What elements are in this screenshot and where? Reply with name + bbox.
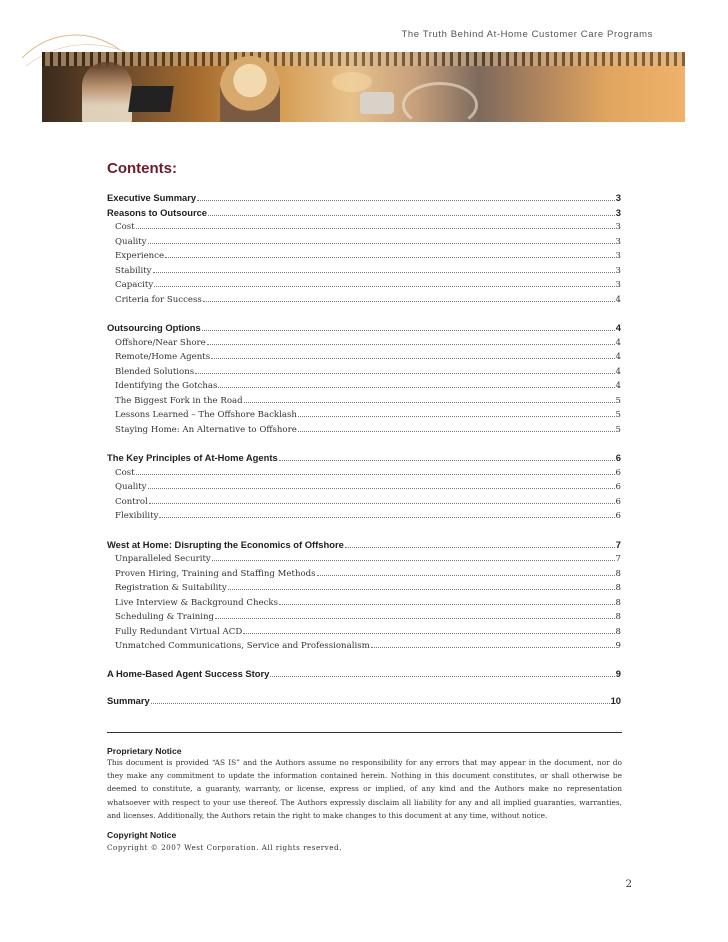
toc-subsection-entry[interactable]: [107, 596, 621, 611]
toc-section-entry[interactable]: [107, 694, 621, 709]
lamp-glow-graphic: [332, 72, 372, 92]
toc-entry-label: Live Interview & Background Checks: [115, 597, 279, 608]
toc-dot-leader: [195, 373, 614, 374]
toc-entry-label: Blended Solutions: [115, 366, 195, 377]
toc-entry-label: Summary: [107, 695, 150, 706]
toc-subsection-entry[interactable]: [107, 365, 621, 380]
toc-entry-label: Flexibility: [115, 511, 159, 521]
toc-section-entry[interactable]: [107, 321, 621, 336]
toc-entry-page: 5: [615, 424, 621, 435]
toc-entry-label: Registration & Suitability: [115, 583, 227, 593]
toc-dot-leader: [279, 604, 614, 605]
toc-dot-leader: [211, 358, 614, 359]
toc-entry-page: 8: [615, 612, 621, 622]
telephone-graphic: [360, 92, 394, 114]
toc-dot-leader: [148, 488, 615, 489]
toc-entry-page: 3: [615, 251, 621, 261]
toc-subsection-entry[interactable]: [107, 495, 621, 510]
toc-entry-label: Fully Redundant Virtual ACD: [115, 626, 243, 637]
toc-entry-page: 3: [615, 280, 621, 290]
toc-entry-label: Remote/Home Agents: [115, 352, 211, 362]
toc-subsection-entry[interactable]: [107, 610, 621, 625]
toc-dot-leader: [208, 215, 615, 216]
toc-subsection-entry[interactable]: [107, 264, 621, 279]
toc-subsection-entry[interactable]: [107, 235, 621, 250]
copyright-notice-heading: Copyright Notice: [107, 830, 177, 840]
toc-entry-label: A Home-Based Agent Success Story: [107, 667, 270, 679]
toc-entry-label: Reasons to Outsource: [107, 206, 208, 218]
toc-entry-label: The Key Principles of At-Home Agents: [107, 452, 278, 463]
toc-entry-label: Scheduling & Training: [115, 612, 215, 622]
toc-entry-page: 4: [615, 294, 621, 305]
proprietary-notice-heading: Proprietary Notice: [107, 746, 182, 756]
toc-entry-page: 6: [615, 511, 621, 521]
table-of-contents: [107, 191, 621, 709]
toc-dot-leader: [136, 474, 615, 475]
agent-on-phone-figure: [220, 56, 280, 122]
toc-section-entry[interactable]: [107, 451, 621, 466]
toc-dot-leader: [228, 589, 615, 590]
window-blinds-graphic: [42, 52, 685, 66]
toc-dot-leader: [159, 517, 614, 518]
toc-dot-leader: [218, 387, 614, 388]
toc-entry-page: 3: [615, 265, 621, 276]
header-photo-banner: [42, 52, 685, 122]
toc-entry-label: Cost: [115, 222, 135, 232]
toc-entry-page: 8: [615, 597, 621, 608]
toc-subsection-entry[interactable]: [107, 394, 621, 409]
toc-entry-page: 8: [615, 583, 621, 593]
toc-entry-label: Staying Home: An Alternative to Offshore: [115, 424, 297, 435]
toc-dot-leader: [207, 344, 615, 345]
toc-entry-label: Cost: [115, 467, 135, 478]
toc-section-entry[interactable]: [107, 538, 621, 553]
toc-entry-page: 8: [615, 568, 621, 579]
toc-dot-leader: [197, 200, 615, 201]
toc-subsection-entry[interactable]: [107, 350, 621, 365]
toc-dot-leader: [212, 560, 615, 561]
toc-entry-page: 5: [615, 395, 621, 406]
copyright-text: Copyright © 2007 West Corporation. All rights reserved.: [107, 843, 342, 852]
toc-entry-label: Quality: [115, 482, 147, 492]
toc-entry-page: 3: [615, 236, 621, 247]
toc-entry-label: Criteria for Success: [115, 294, 202, 305]
laptop-graphic: [128, 86, 174, 112]
toc-subsection-entry[interactable]: [107, 408, 621, 423]
toc-section-entry[interactable]: [107, 191, 621, 206]
toc-dot-leader: [148, 243, 615, 244]
toc-entry-page: 7: [615, 538, 621, 550]
toc-entry-page: 6: [615, 496, 621, 507]
toc-entry-label: West at Home: Disrupting the Economics of Offshore: [107, 538, 344, 550]
toc-dot-leader: [151, 703, 610, 704]
toc-subsection-entry[interactable]: [107, 220, 621, 235]
toc-dot-leader: [154, 286, 614, 287]
toc-dot-leader: [317, 575, 615, 576]
toc-entry-page: 7: [615, 554, 621, 564]
toc-entry-page: 4: [615, 322, 621, 333]
toc-entry-page: 6: [615, 467, 621, 478]
toc-entry-label: Unmatched Communications, Service and Professionalism: [115, 641, 370, 651]
toc-entry-label: Quality: [115, 236, 147, 247]
toc-entry-page: 4: [615, 352, 621, 362]
toc-dot-leader: [279, 460, 615, 461]
toc-entry-label: The Biggest Fork in the Road: [115, 395, 243, 406]
toc-entry-page: 8: [615, 626, 621, 637]
proprietary-notice-text: This document is provided “AS IS” and the Authors assume no responsibility for any errors that may appear in the document, nor do they make any commitment to update the information contained herein. Nothing in this document constitutes, or shall otherwise be deemed to constitute, a guaranty, warranty, or license, express or implied, of any kind and the Authors make no representation whatsoever with respect to your use thereof. The Authors expressly disclaim all liability for any and all implied guaranties, warranties, and licenses. Additionally, the Authors retain the right to make changes to this document at any time, without notice.: [107, 758, 622, 820]
toc-spacer: [107, 654, 621, 667]
toc-entry-page: 3: [615, 206, 621, 218]
toc-entry-label: Outsourcing Options: [107, 322, 201, 333]
toc-dot-leader: [298, 416, 615, 417]
toc-entry-page: 4: [615, 366, 621, 377]
toc-spacer: [107, 437, 621, 451]
toc-entry-page: 10: [610, 695, 621, 706]
toc-subsection-entry[interactable]: [107, 581, 621, 596]
toc-entry-page: 6: [615, 452, 621, 463]
toc-subsection-entry[interactable]: [107, 293, 621, 308]
toc-spacer: [107, 681, 621, 694]
toc-entry-label: Proven Hiring, Training and Staffing Methods: [115, 568, 316, 579]
toc-subsection-entry[interactable]: [107, 480, 621, 495]
running-header-title: The Truth Behind At-Home Customer Care Programs: [401, 29, 653, 40]
toc-dot-leader: [149, 503, 615, 504]
page-number: 2: [625, 879, 632, 890]
contents-heading: Contents:: [107, 160, 177, 177]
toc-entry-label: Executive Summary: [107, 192, 197, 203]
toc-section-entry[interactable]: [107, 206, 621, 221]
toc-dot-leader: [270, 676, 614, 677]
toc-dot-leader: [298, 431, 615, 432]
toc-entry-label: Offshore/Near Shore: [115, 337, 206, 348]
toc-dot-leader: [202, 330, 615, 331]
toc-entry-page: 9: [615, 667, 621, 679]
toc-entry-page: 3: [615, 192, 621, 203]
toc-entry-label: Capacity: [115, 280, 154, 290]
toc-entry-page: 6: [615, 482, 621, 492]
toc-subsection-entry[interactable]: [107, 423, 621, 438]
toc-entry-label: Identifying the Gotchas: [115, 381, 218, 391]
toc-entry-label: Lessons Learned – The Offshore Backlash: [115, 410, 297, 420]
toc-entry-label: Unparalleled Security: [115, 554, 211, 564]
toc-dot-leader: [215, 618, 614, 619]
toc-subsection-entry[interactable]: [107, 552, 621, 567]
toc-entry-page: 3: [615, 222, 621, 232]
agent-photo-figure: [82, 62, 132, 122]
toc-subsection-entry[interactable]: [107, 249, 621, 264]
toc-entry-page: 4: [615, 381, 621, 391]
toc-dot-leader: [371, 647, 615, 648]
toc-subsection-entry[interactable]: [107, 509, 621, 524]
toc-dot-leader: [243, 633, 614, 634]
toc-entry-label: Control: [115, 496, 148, 507]
toc-dot-leader: [165, 257, 614, 258]
toc-dot-leader: [136, 228, 615, 229]
toc-entry-label: Stability: [115, 265, 152, 276]
section-divider: [107, 732, 622, 733]
toc-entry-page: 9: [615, 641, 621, 651]
toc-subsection-entry[interactable]: [107, 639, 621, 654]
toc-entry-label: Experience: [115, 251, 165, 261]
toc-spacer: [107, 524, 621, 538]
toc-subsection-entry[interactable]: [107, 625, 621, 640]
toc-spacer: [107, 307, 621, 321]
phone-cord-graphic: [402, 82, 478, 122]
toc-subsection-entry[interactable]: [107, 466, 621, 481]
toc-subsection-entry[interactable]: [107, 567, 621, 582]
toc-subsection-entry[interactable]: [107, 278, 621, 293]
toc-entry-page: 4: [615, 337, 621, 348]
toc-section-entry[interactable]: [107, 667, 621, 682]
toc-entry-page: 5: [615, 410, 621, 420]
toc-dot-leader: [244, 402, 615, 403]
toc-subsection-entry[interactable]: [107, 379, 621, 394]
toc-subsection-entry[interactable]: [107, 336, 621, 351]
toc-dot-leader: [203, 301, 615, 302]
toc-dot-leader: [345, 547, 615, 548]
toc-dot-leader: [153, 272, 615, 273]
